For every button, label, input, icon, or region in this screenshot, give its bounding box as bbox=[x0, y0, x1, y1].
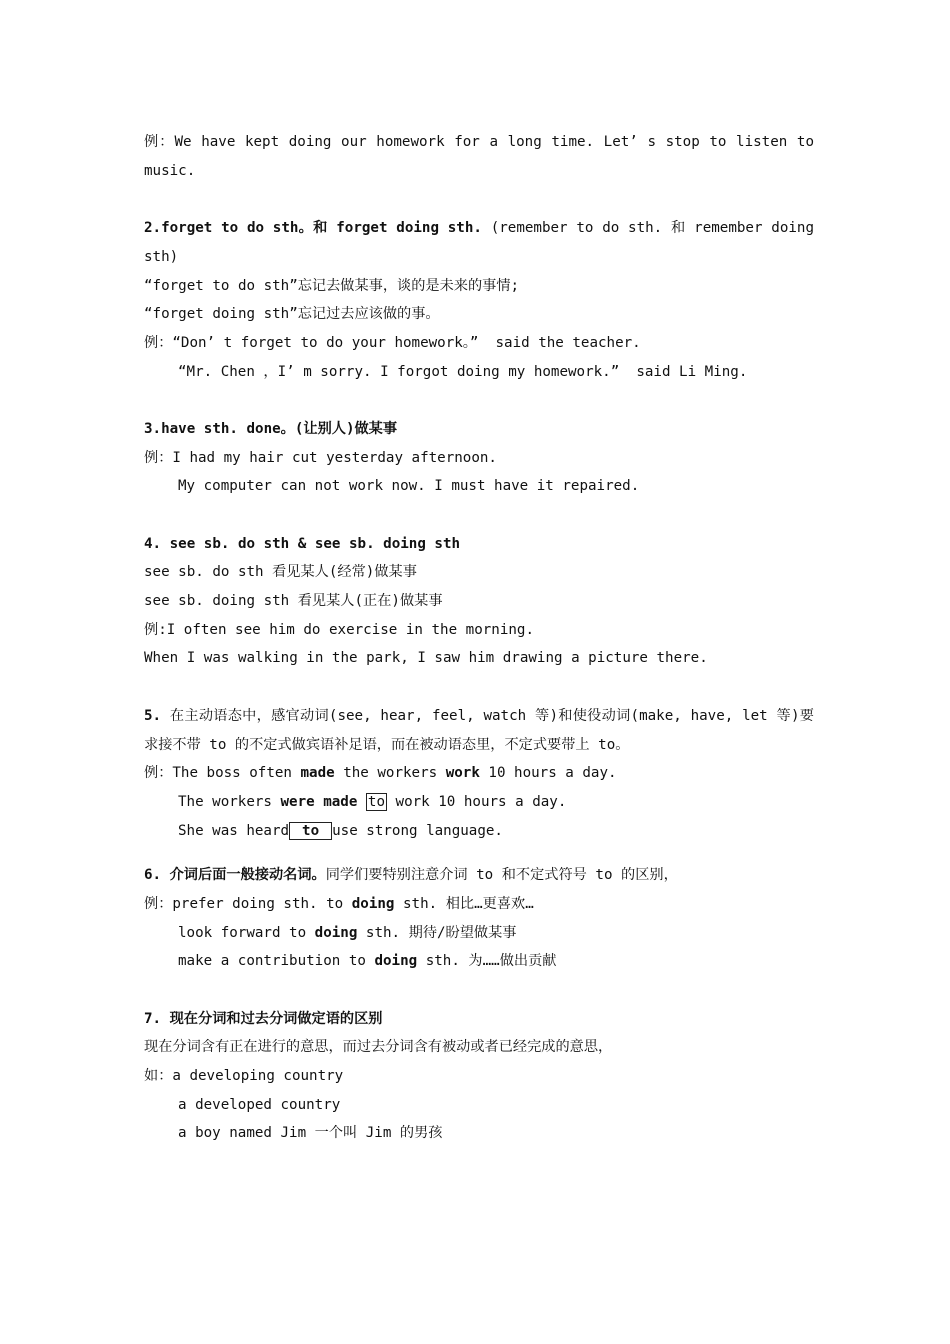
heading-forget-rest: (remember to do sth. 和 remember doing sth) bbox=[144, 220, 814, 265]
passive-example-part: work 10 hours a day. bbox=[387, 793, 567, 810]
see-doing-explanation: see sb. doing sth 看见某人(正在)做某事 bbox=[144, 593, 443, 610]
forget-example-1: 例：“Don’ t forget to do your homework。” said the teacher. bbox=[144, 334, 641, 351]
contribution-part: make a contribution to bbox=[178, 953, 375, 970]
prefer-part: 例：prefer doing sth. to bbox=[144, 895, 352, 912]
active-example-part: 10 hours a day. bbox=[479, 765, 617, 782]
prefer-example bbox=[144, 890, 814, 919]
heading-active-passive bbox=[144, 702, 814, 759]
bold-doing: doing bbox=[374, 953, 418, 970]
look-forward-part: look forward to bbox=[178, 924, 315, 941]
document-page bbox=[144, 128, 814, 1148]
participle-example-1: 如：a developing country bbox=[144, 1068, 344, 1085]
have-done-example-2: My computer can not work now. I must have it repaired. bbox=[178, 478, 640, 495]
participle-example-2: a developed country bbox=[178, 1096, 341, 1113]
bold-were-made: were made bbox=[280, 793, 358, 810]
heading-active-passive-rest: 在主动语态中，感官动词(see, hear, feel, watch 等)和使役动词(make, have, let 等)要求接不带 to 的不定式做宾语补足语，而在被动语态里，不定式要带上 to。 bbox=[144, 707, 814, 753]
contribution-part: sth. 为……做出贡献 bbox=[417, 953, 557, 970]
participle-explanation: 现在分词含有正在进行的意思，而过去分词含有被动或者已经完成的意思， bbox=[144, 1039, 613, 1056]
passive-example-1 bbox=[144, 788, 814, 817]
heading-preposition-gerund bbox=[144, 861, 814, 890]
boxed-to: to bbox=[367, 793, 386, 810]
see-do-explanation: see sb. do sth 看见某人(经常)做某事 bbox=[144, 564, 417, 581]
heading-active-passive-number: 5. bbox=[144, 707, 162, 724]
heading-participles: 7. 现在分词和过去分词做定语的区别 bbox=[144, 1010, 383, 1027]
see-example-2: When I was walking in the park, I saw him drawing a picture there. bbox=[144, 650, 708, 667]
bold-doing: doing bbox=[314, 924, 358, 941]
heading-forget bbox=[144, 214, 814, 271]
have-done-example-1: 例：I had my hair cut yesterday afternoon. bbox=[144, 449, 497, 466]
look-forward-example bbox=[144, 919, 814, 948]
bold-made: made bbox=[300, 765, 335, 782]
boxed-to-2: to bbox=[289, 822, 332, 840]
forget-to-do-explanation: “forget to do sth”忘记去做某事，谈的是未来的事情; bbox=[144, 277, 520, 294]
participle-example-3: a boy named Jim 一个叫 Jim 的男孩 bbox=[178, 1125, 443, 1142]
see-example-1: 例:I often see him do exercise in the morning. bbox=[144, 621, 535, 638]
heading-preposition-bold: 6. 介词后面一般接动名词。 bbox=[144, 867, 326, 884]
prefer-part: sth. 相比…更喜欢… bbox=[394, 895, 534, 912]
active-example bbox=[144, 759, 814, 788]
passive-example-part: She was heard bbox=[178, 822, 290, 839]
passive-example-2 bbox=[144, 817, 814, 846]
contribution-example bbox=[144, 947, 814, 976]
forget-example-2: “Mr. Chen ，I’ m sorry. I forgot doing my homework.” said Li Ming. bbox=[178, 363, 748, 380]
heading-see-sb: 4. see sb. do sth & see sb. doing sth bbox=[144, 535, 461, 552]
active-example-part: the workers bbox=[334, 765, 446, 782]
heading-preposition-rest: 同学们要特别注意介词 to 和不定式符号 to 的区别， bbox=[325, 867, 678, 884]
heading-forget-bold: 2.forget to do sth。和 forget doing sth. bbox=[144, 220, 482, 237]
look-forward-part: sth. 期待/盼望做某事 bbox=[357, 924, 517, 941]
passive-example-part: The workers bbox=[178, 793, 281, 810]
active-example-part: 例：The boss often bbox=[144, 765, 301, 782]
example-stop-to: 例：We have kept doing our homework for a long time. Let’ s stop to listen to music. bbox=[144, 134, 814, 179]
bold-work: work bbox=[445, 765, 480, 782]
heading-have-done: 3.have sth. done。(让别人)做某事 bbox=[144, 420, 398, 437]
forget-doing-explanation: “forget doing sth”忘记过去应该做的事。 bbox=[144, 306, 440, 323]
passive-example-part: use strong language. bbox=[332, 822, 503, 839]
bold-doing: doing bbox=[351, 895, 395, 912]
